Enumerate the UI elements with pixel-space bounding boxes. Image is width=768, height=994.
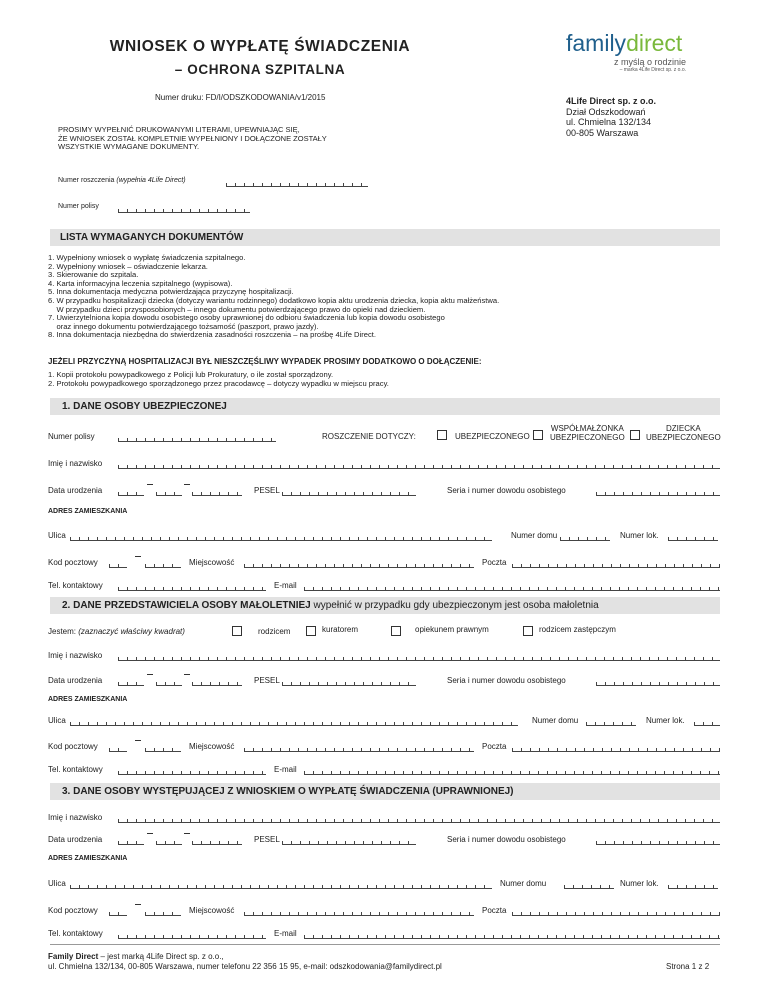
city-field-2[interactable] [244, 745, 474, 752]
logo-wordmark: familydirect [566, 30, 683, 56]
dob-year-3[interactable] [192, 838, 242, 845]
postcode-b-3[interactable] [145, 909, 181, 916]
child-label: DZIECKA UBEZPIECZONEGO [646, 424, 721, 442]
post-label-1: Poczta [482, 558, 507, 567]
dob-label-1: Data urodzenia [48, 486, 103, 495]
flat-field-1[interactable] [668, 534, 718, 541]
accident-list [48, 371, 389, 388]
instructions-line: WSZYSTKIE WYMAGANE DOKUMENTY. [58, 142, 200, 152]
postcode-dash [135, 904, 141, 905]
list-item: 1. Kopii protokołu powypadkowego z Policji lub Prokuratury, o ile został sporządzony. [48, 370, 334, 379]
street-label-2: Ulica [48, 716, 66, 725]
id-label-2: Seria i numer dowodu osobistego [447, 676, 566, 685]
address-header-2: ADRES ZAMIESZKANIA [48, 696, 128, 703]
pesel-field-3[interactable] [282, 838, 416, 845]
form-subtitle: – OCHRONA SZPITALNA [174, 62, 346, 77]
dob-label-2: Data urodzenia [48, 676, 103, 685]
id-field-3[interactable] [596, 838, 720, 845]
curator-checkbox[interactable] [306, 626, 316, 636]
dob-dash [184, 484, 190, 485]
post-label-3: Poczta [482, 906, 507, 915]
insured-checkbox[interactable] [437, 430, 447, 440]
dob-month-1[interactable] [156, 489, 182, 496]
phone-field-2[interactable] [118, 768, 266, 775]
dob-dash [184, 833, 190, 834]
form-title: WNIOSEK O WYPŁATĘ ŚWIADCZENIA [109, 38, 411, 55]
street-field-1[interactable] [70, 534, 492, 541]
flat-field-2[interactable] [694, 719, 720, 726]
guardian-label: opiekunem prawnym [415, 625, 489, 634]
flat-label-3: Numer lok. [620, 879, 659, 888]
instructions [58, 126, 327, 152]
pesel-field-2[interactable] [282, 679, 416, 686]
parent-checkbox[interactable] [232, 626, 242, 636]
name-label-2: Imię i nazwisko [48, 651, 103, 660]
postcode-a-3[interactable] [109, 909, 127, 916]
name-field-2[interactable] [118, 654, 720, 661]
list-item: 2. Protokołu powypadkowego sporządzonego przez pracodawcę – dotyczy wypadku w miejscu pracy. [48, 378, 389, 388]
phone-label-3: Tel. kontaktowy [48, 929, 103, 938]
list-item: 3. Skierowanie do szpitala. [48, 270, 139, 280]
city-field-3[interactable] [244, 909, 474, 916]
policy-number-label: Numer polisy [58, 203, 99, 210]
list-item: 6. W przypadku hospitalizacji dziecka (dotyczy wariantu rodzinnego) dodatkowo kopia aktu urodzenia dziecka, kopia aktu małżeństwa. [48, 295, 500, 305]
flat-label-1: Numer lok. [620, 531, 659, 540]
spouse-checkbox[interactable] [533, 430, 543, 440]
post-label-2: Poczta [482, 742, 507, 751]
postcode-b-1[interactable] [145, 561, 181, 568]
insured-label: UBEZPIECZONEGO [455, 432, 530, 441]
instructions-line: PROSIMY WYPEŁNIĆ DRUKOWANYMI LITERAMI, UPEWNIAJĄC SIĘ, [58, 125, 300, 134]
phone-label-2: Tel. kontaktowy [48, 765, 103, 774]
postcode-label-2: Kod pocztowy [48, 742, 98, 751]
flat-field-3[interactable] [668, 882, 718, 889]
company-name: 4Life Direct sp. z o.o. [566, 96, 657, 106]
company-dept: Dział Odszkodowań [566, 106, 646, 117]
list-item: 4. Karta informacyjna leczenia szpitalnego (wypisowa). [48, 278, 233, 288]
email-field-1[interactable] [304, 584, 720, 591]
policy-number-field[interactable] [118, 206, 250, 213]
house-label-3: Numer domu [500, 879, 547, 888]
documents-list [48, 254, 499, 340]
logo-tagline: z myślą o rodzinie [613, 57, 686, 67]
pesel-label-1: PESEL [254, 486, 280, 495]
instructions-line: ŻE WNIOSEK ZOSTAŁ KOMPLETNIE WYPEŁNIONY I DOŁĄCZONE ZOSTAŁY [58, 133, 327, 143]
policy-label-1: Numer polisy [48, 432, 95, 441]
post-field-1[interactable] [512, 561, 720, 568]
house-field-1[interactable] [560, 534, 610, 541]
documents-header: LISTA WYMAGANYCH DOKUMENTÓW [50, 229, 720, 246]
name-field-1[interactable] [118, 462, 720, 469]
claim-for-label: ROSZCZENIE DOTYCZY: [322, 432, 416, 441]
city-label-1: Miejscowość [189, 558, 235, 567]
postcode-a-1[interactable] [109, 561, 127, 568]
section-3-header: 3. DANE OSOBY WYSTĘPUJĄCEJ Z WNIOSKIEM O WYPŁATĘ ŚWIADCZENIA (UPRAWNIONEJ) [50, 783, 720, 800]
name-label-1: Imię i nazwisko [48, 459, 103, 468]
house-field-3[interactable] [564, 882, 614, 889]
dob-label-3: Data urodzenia [48, 835, 103, 844]
postcode-label-3: Kod pocztowy [48, 906, 98, 915]
logo [566, 30, 686, 73]
curator-label: kuratorem [322, 625, 359, 634]
footer-line-1: Family Direct – jest marką 4Life Direct sp. z o.o., [48, 952, 224, 961]
street-field-2[interactable] [70, 719, 518, 726]
street-label-3: Ulica [48, 879, 66, 888]
pesel-label-3: PESEL [254, 835, 280, 844]
street-field-3[interactable] [70, 882, 492, 889]
child-checkbox[interactable] [630, 430, 640, 440]
street-label-1: Ulica [48, 531, 66, 540]
print-number: Numer druku: FD/I/ODSZKODOWANIA/v1/2015 [155, 93, 326, 102]
guardian-checkbox[interactable] [391, 626, 401, 636]
city-label-3: Miejscowość [189, 906, 235, 915]
footer-line-2: ul. Chmielna 132/134, 00-805 Warszawa, numer telefonu 22 356 15 95, e-mail: odszkodowania@familydirect.pl [48, 962, 442, 971]
pesel-field-1[interactable] [282, 489, 416, 496]
name-field-3[interactable] [118, 816, 720, 823]
postcode-a-2[interactable] [109, 745, 127, 752]
company-street: ul. Chmielna 132/134 [566, 117, 652, 127]
dob-year-1[interactable] [192, 489, 242, 496]
accident-title: JEŻELI PRZYCZYNĄ HOSPITALIZACJI BYŁ NIESZCZĘŚLIWY WYPADEK PROSIMY DODATKOWO O DOŁĄCZENIE: [48, 357, 482, 366]
foster-checkbox[interactable] [523, 626, 533, 636]
email-field-3[interactable] [304, 932, 720, 939]
post-field-2[interactable] [512, 745, 720, 752]
list-item: 7. Uwierzytelniona kopia dowodu osobistego osoby uprawnionej do odbioru świadczenia lub kopia dowodu osobistego [48, 313, 445, 323]
dob-month-3[interactable] [156, 838, 182, 845]
address-header-3: ADRES ZAMIESZKANIA [48, 855, 128, 862]
pesel-label-2: PESEL [254, 676, 280, 685]
list-item: 8. Inna dokumentacja niezbędna do stwierdzenia zasadności roszczenia – na prośbę 4Life Direct. [48, 330, 376, 340]
policy-field-1[interactable] [118, 435, 276, 442]
parent-label: rodzicem [258, 627, 291, 636]
section-1-header: 1. DANE OSOBY UBEZPIECZONEJ [50, 398, 720, 415]
postcode-label-1: Kod pocztowy [48, 558, 98, 567]
phone-field-1[interactable] [118, 584, 266, 591]
id-label-1: Seria i numer dowodu osobistego [447, 486, 566, 495]
email-field-2[interactable] [304, 768, 720, 775]
house-label-1: Numer domu [511, 531, 558, 540]
dob-month-2[interactable] [156, 679, 182, 686]
claim-number-label: Numer roszczenia (wypełnia 4Life Direct) [58, 177, 186, 184]
dob-day-1[interactable] [118, 489, 144, 496]
postcode-dash [135, 740, 141, 741]
dob-day-2[interactable] [118, 679, 144, 686]
footer-text [48, 952, 442, 972]
postcode-dash [135, 556, 141, 557]
dob-day-3[interactable] [118, 838, 144, 845]
postcode-b-2[interactable] [145, 745, 181, 752]
house-label-2: Numer domu [532, 716, 579, 725]
section-2-header: 2. DANE PRZEDSTAWICIELA OSOBY MAŁOLETNIEJ wypełnić w przypadku gdy ubezpieczonym jest osoba małoletnia [50, 597, 720, 614]
name-label-3: Imię i nazwisko [48, 813, 103, 822]
email-label-3: E-mail [274, 929, 297, 938]
dob-dash [147, 833, 153, 834]
id-field-2[interactable] [596, 679, 720, 686]
flat-label-2: Numer lok. [646, 716, 685, 725]
company-address [566, 96, 656, 138]
list-item: W przypadku dzieci przysposobionych – innego dokumentu potwierdzającego prawo do opieki nad dzieckiem. [48, 304, 426, 314]
city-field-1[interactable] [244, 561, 474, 568]
city-label-2: Miejscowość [189, 742, 235, 751]
id-label-3: Seria i numer dowodu osobistego [447, 835, 566, 844]
dob-year-2[interactable] [192, 679, 242, 686]
email-label-2: E-mail [274, 765, 297, 774]
dob-dash [147, 674, 153, 675]
list-item: 2. Wypełniony wniosek – oświadczenie lekarza. [48, 261, 208, 271]
footer-divider [50, 944, 720, 945]
list-item: oraz innego dokumentu potwierdzającego tożsamość (paszport, prawo jazdy). [48, 321, 319, 331]
phone-field-3[interactable] [118, 932, 266, 939]
dob-dash [184, 674, 190, 675]
phone-label-1: Tel. kontaktowy [48, 581, 103, 590]
address-header-1: ADRES ZAMIESZKANIA [48, 508, 128, 515]
list-item: 1. Wypełniony wniosek o wypłatę świadczenia szpitalnego. [48, 253, 246, 262]
post-field-3[interactable] [512, 909, 720, 916]
dob-dash [147, 484, 153, 485]
id-field-1[interactable] [596, 489, 720, 496]
company-city: 00-805 Warszawa [566, 127, 639, 138]
spouse-label: WSPÓŁMAŁŻONKA UBEZPIECZONEGO [550, 424, 625, 442]
logo-sub: – marka 4Life Direct sp. z o.o. [619, 67, 686, 73]
list-item: 5. Inna dokumentacja medyczna potwierdzająca przyczynę hospitalizacji. [48, 287, 294, 297]
claim-number-field[interactable] [226, 180, 368, 187]
house-field-2[interactable] [586, 719, 636, 726]
page-number: Strona 1 z 2 [666, 962, 710, 971]
iam-label: Jestem: (zaznaczyć właściwy kwadrat) [48, 627, 185, 636]
email-label-1: E-mail [274, 581, 297, 590]
foster-label: rodzicem zastępczym [539, 625, 616, 634]
